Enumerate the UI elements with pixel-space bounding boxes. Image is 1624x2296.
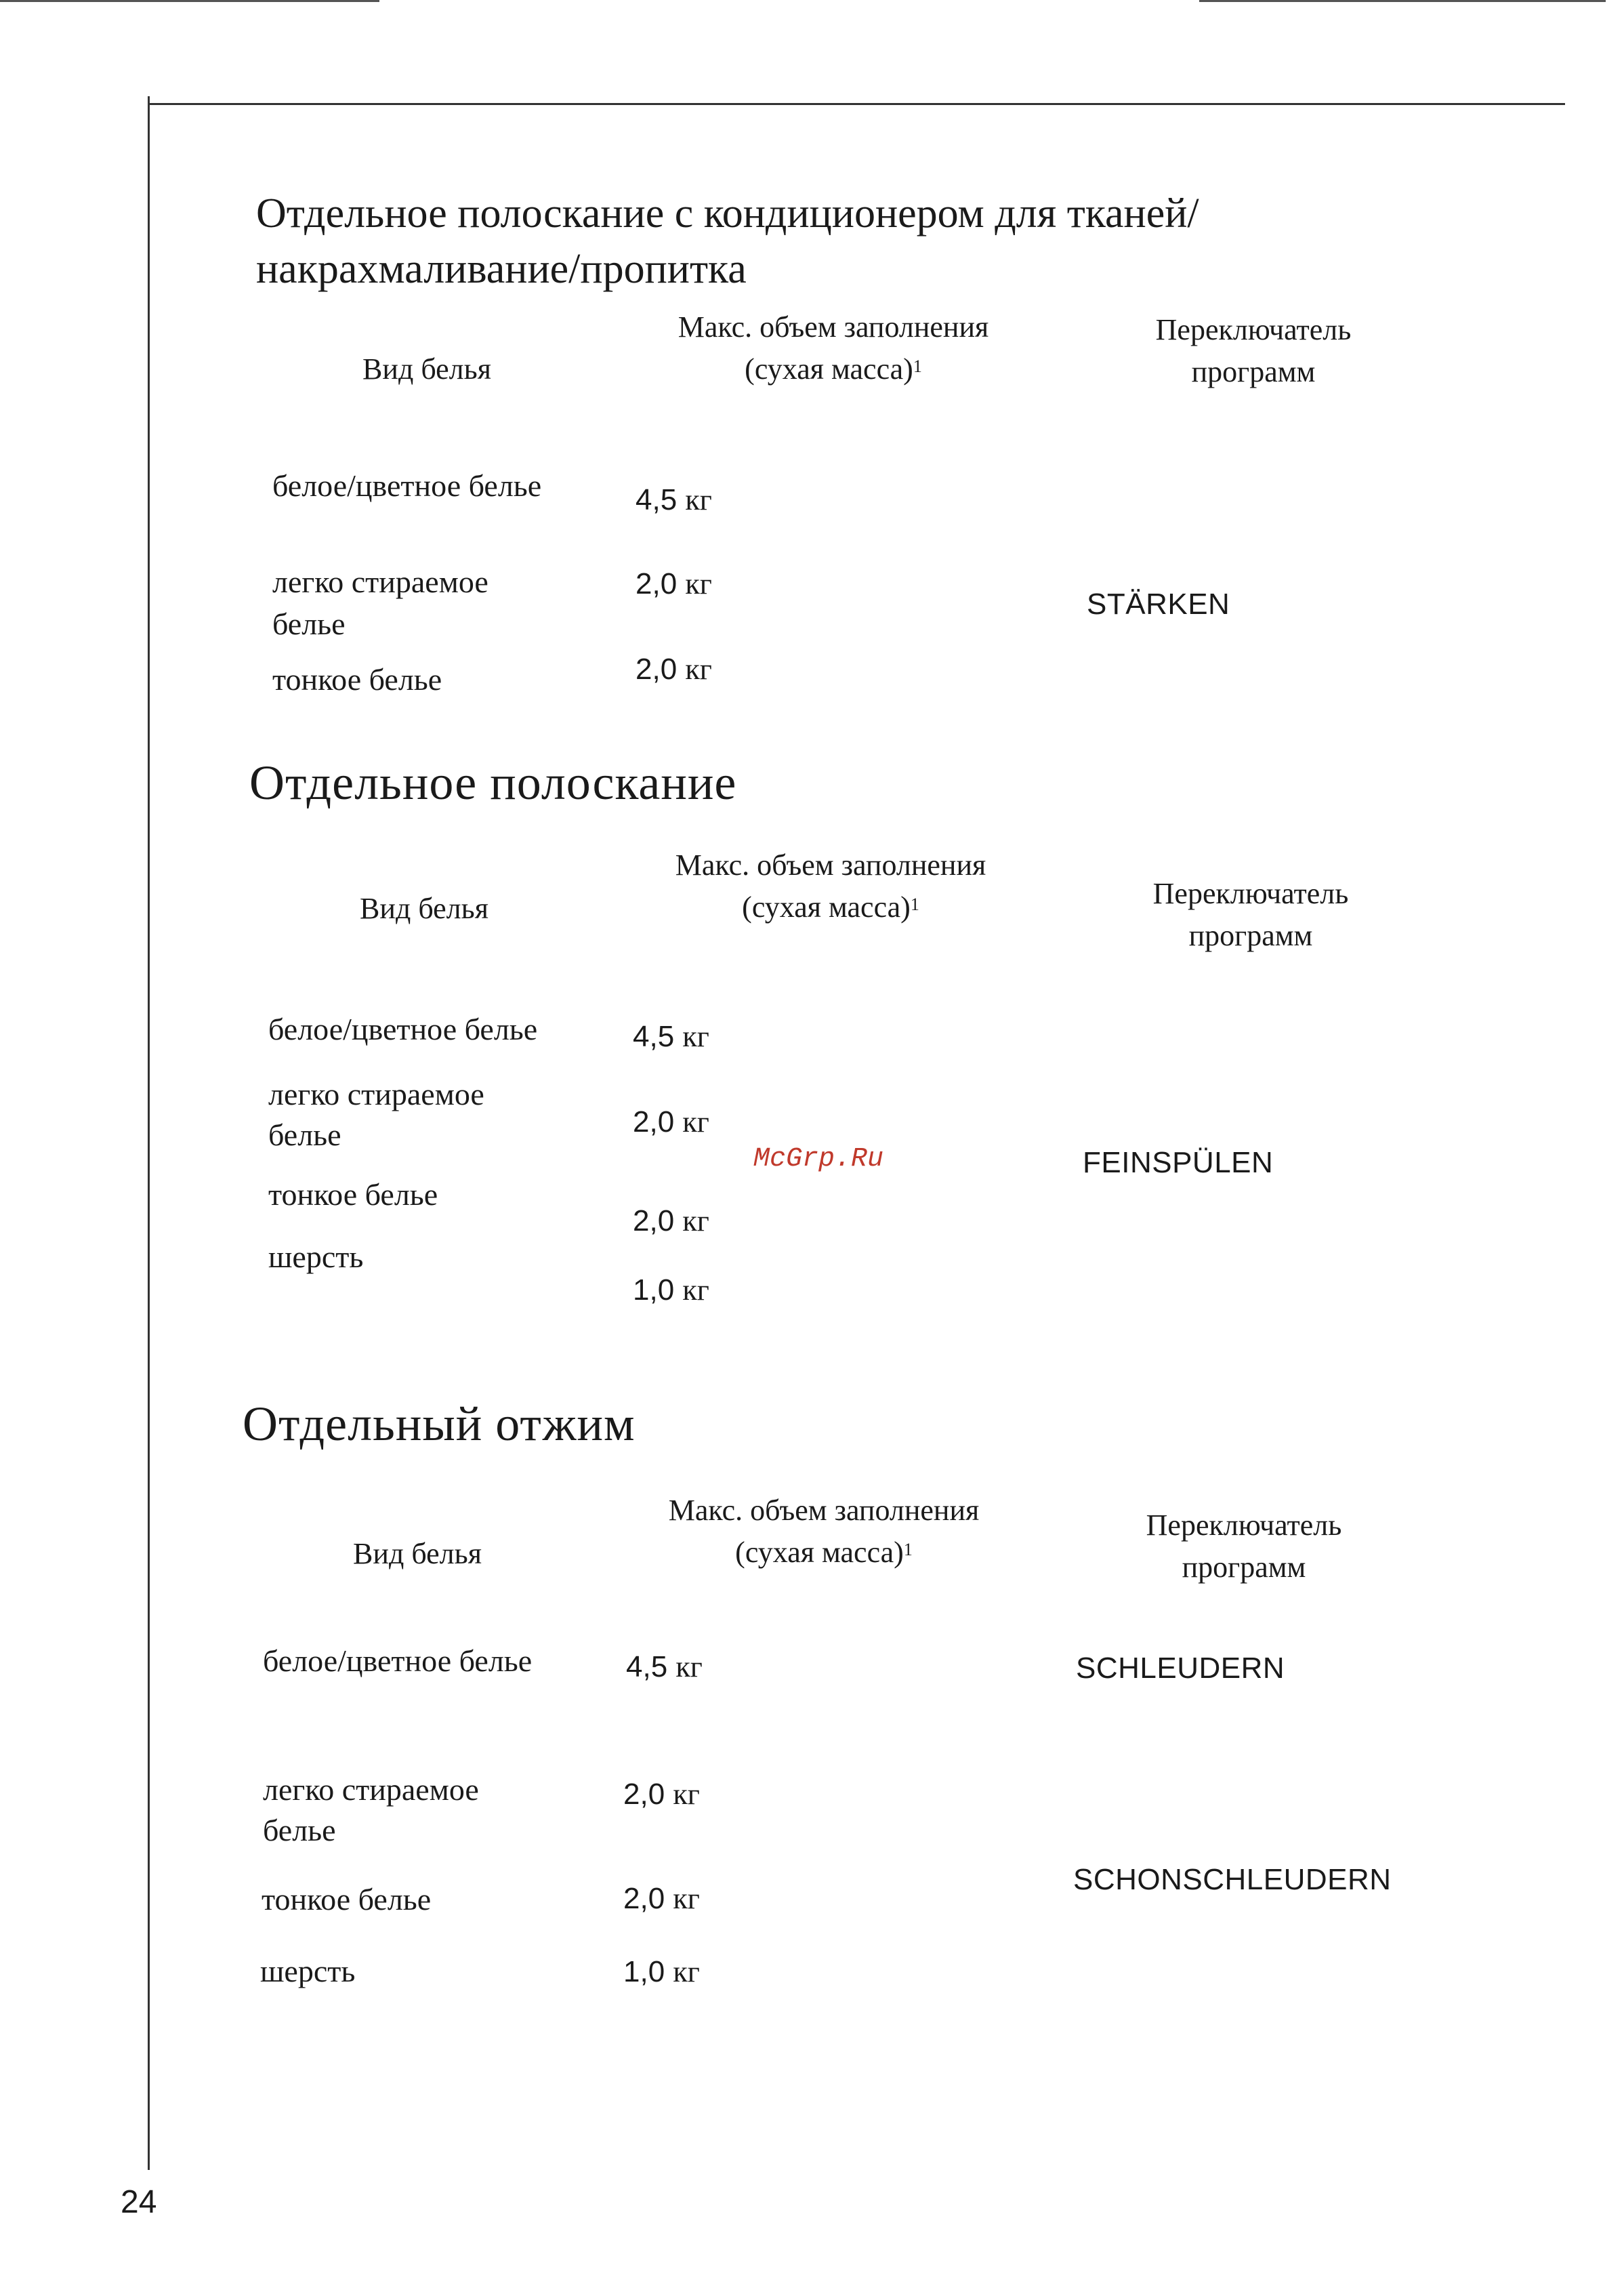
program-label: FEINSPÜLEN (1083, 1146, 1274, 1179)
section-title-line: Отдельное полоскание с кондиционером для тканей/ (256, 190, 1199, 237)
table-row-load: 1,0 кг (633, 1273, 709, 1307)
table-row-laundry: легко стираемое (263, 1772, 479, 1807)
table-row-laundry: тонкое белье (268, 1177, 438, 1212)
table-row-laundry: тонкое белье (262, 1882, 432, 1916)
table-row-load: 1,0 кг (623, 1955, 700, 1988)
table-row-laundry: шерсть (268, 1239, 364, 1274)
column-header-program (1108, 873, 1393, 957)
table-row-laundry: легко стираемое (272, 565, 488, 599)
table-row-load: 2,0 кг (623, 1882, 700, 1915)
footnote-mark: 1 (913, 356, 922, 376)
column-header-laundry: Вид белья (360, 892, 488, 925)
header-text: Переключатель (1146, 1509, 1342, 1542)
column-header-load (600, 1490, 1047, 1574)
table-row-load: 2,0 кг (623, 1778, 700, 1811)
table-row-load: 2,0 кг (636, 653, 712, 686)
table-row-laundry: белье (268, 1118, 341, 1152)
table-row-laundry: шерсть (260, 1954, 356, 1988)
margin-rule (148, 96, 150, 2170)
table-row-load: 4,5 кг (626, 1650, 703, 1683)
table-row-laundry: белое/цветное белье (263, 1643, 533, 1678)
header-text: Переключатель (1152, 877, 1349, 910)
header-text: (сухая масса)$^1$ (742, 890, 919, 924)
top-rule-right (1199, 0, 1606, 2)
section-title: Отдельное полоскание (249, 756, 737, 810)
table-row-load: 2,0 кг (633, 1105, 709, 1139)
column-header-laundry: Вид белья (353, 1537, 482, 1570)
program-label: SCHONSCHLEUDERN (1073, 1863, 1392, 1896)
table-row-laundry: тонкое белье (272, 662, 442, 697)
table-row-laundry: белое/цветное белье (272, 468, 542, 503)
table-row-laundry: белье (263, 1813, 336, 1847)
table-row-load: 4,5 кг (636, 483, 712, 516)
header-rule (149, 103, 1565, 105)
column-header-program (1102, 1504, 1386, 1588)
column-header-load (610, 306, 1057, 390)
header-text: Макс. объем заполнения (678, 310, 989, 344)
table-row-laundry: белое/цветное белье (268, 1012, 538, 1046)
column-header-program (1111, 309, 1396, 393)
top-rule-left (0, 0, 379, 2)
header-text: Макс. объем заполнения (675, 848, 986, 882)
table-row-load: 2,0 кг (636, 567, 712, 600)
footnote-mark: 1 (910, 895, 919, 914)
header-text: Переключатель (1155, 313, 1352, 346)
table-row-load: 2,0 кг (633, 1204, 709, 1237)
header-text: программ (1182, 1551, 1306, 1584)
column-header-laundry: Вид белья (362, 352, 491, 386)
header-text: (сухая масса)$^1$ (735, 1536, 913, 1569)
watermark: McGrp.Ru (753, 1144, 884, 1174)
program-label: STÄRKEN (1087, 588, 1230, 621)
header-text: (сухая масса)$^1$ (745, 352, 922, 386)
table-row-laundry: белье (272, 607, 346, 641)
header-text: программ (1191, 355, 1316, 388)
table-row-load: 4,5 кг (633, 1020, 709, 1053)
header-text: Макс. объем заполнения (668, 1494, 980, 1527)
header-text: программ (1188, 919, 1313, 952)
table-row-laundry: легко стираемое (268, 1077, 484, 1111)
program-label: SCHLEUDERN (1076, 1652, 1285, 1685)
page-number: 24 (121, 2184, 157, 2220)
footnote-mark: 1 (903, 1540, 913, 1559)
section-title-line: накрахмаливание/пропитка (256, 246, 747, 292)
column-header-load (607, 844, 1054, 928)
section-title: Отдельный отжим (243, 1397, 636, 1451)
